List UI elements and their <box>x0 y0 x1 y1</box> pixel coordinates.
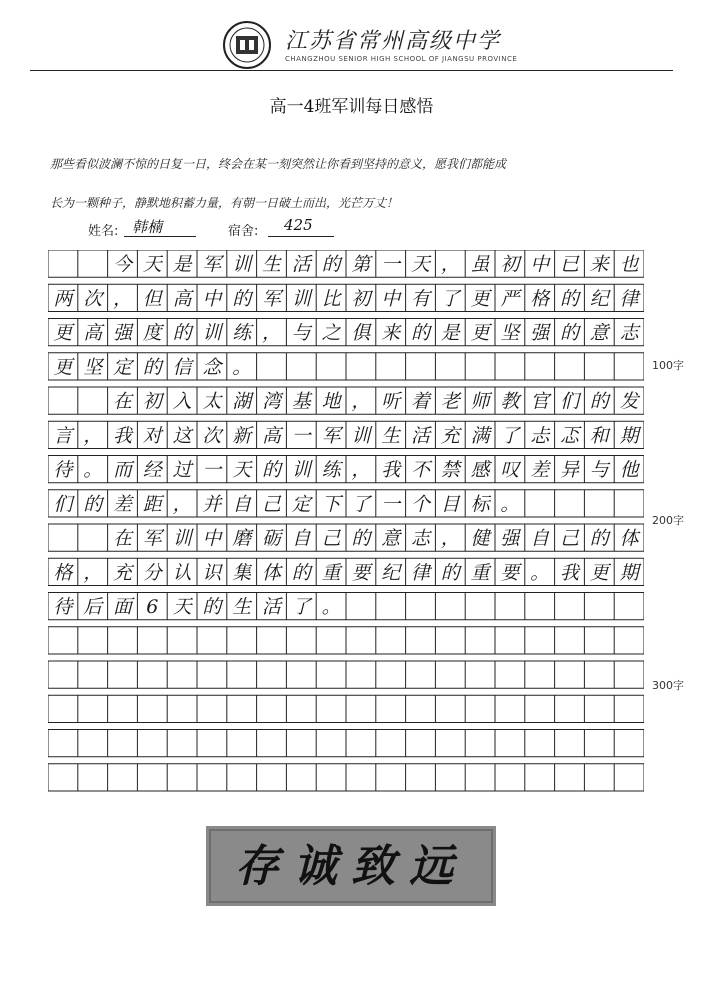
essay-char: 充 <box>112 561 133 584</box>
essay-char: 度 <box>142 322 162 345</box>
essay-char: 的 <box>440 561 460 584</box>
essay-char: 而 <box>112 459 133 482</box>
essay-char: 我 <box>381 459 401 482</box>
essay-char: 差 <box>530 459 550 482</box>
essay-char: 期 <box>619 561 639 584</box>
essay-char: 的 <box>321 253 341 276</box>
essay-char: 在 <box>112 527 133 550</box>
essay-char: 言 <box>53 424 73 447</box>
essay-char: 格 <box>53 561 73 584</box>
essay-char: 叹 <box>500 459 520 482</box>
essay-char: 目 <box>440 493 460 516</box>
essay-char: 是 <box>440 322 460 345</box>
essay-char: 感 <box>470 459 490 482</box>
essay-char: 差 <box>112 493 133 516</box>
essay-char: ， <box>351 390 371 413</box>
essay-char: 虽 <box>470 253 490 276</box>
essay-char: 天 <box>410 253 431 276</box>
essay-char: 6 <box>146 596 159 619</box>
essay-char: 着 <box>410 390 431 413</box>
essay-char: 俱 <box>351 322 371 345</box>
essay-char: 的 <box>589 527 609 550</box>
essay-char: 的 <box>410 322 431 345</box>
essay-char: 与 <box>291 322 311 345</box>
essay-char: 的 <box>559 287 580 310</box>
essay-char: 的 <box>351 527 371 550</box>
essay-char: 。 <box>321 596 341 619</box>
essay-char: 更 <box>53 356 73 379</box>
essay-char: 训 <box>202 322 222 345</box>
essay-char: 集 <box>232 561 252 584</box>
motto-text: 存诚致远 <box>235 841 467 892</box>
essay-char: 官 <box>530 390 550 413</box>
essay-char: ， <box>440 253 460 276</box>
essay-char: 己 <box>261 493 282 516</box>
essay-char: 发 <box>619 390 639 413</box>
essay-char: 个 <box>410 493 431 516</box>
essay-char: 湖 <box>232 390 252 413</box>
school-name: 江苏省常州高级中学 <box>285 29 502 54</box>
essay-char: 的 <box>142 356 162 379</box>
essay-char: 来 <box>381 322 401 345</box>
page-title: 高一4班军训每日感悟 <box>269 97 434 117</box>
essay-char: 磨 <box>232 527 252 550</box>
essay-char: 砺 <box>261 527 282 550</box>
essay-char: 一 <box>381 493 401 516</box>
essay-char: 中 <box>381 287 401 310</box>
header-divider <box>30 70 673 71</box>
essay-char: 次 <box>83 287 103 310</box>
essay-char: 强 <box>530 322 550 345</box>
essay-char: 太 <box>202 390 222 413</box>
essay-char: 重 <box>321 561 341 584</box>
essay-char: 更 <box>589 561 609 584</box>
essay-char: 严 <box>500 287 520 310</box>
essay-char: 更 <box>470 287 490 310</box>
essay-char: 经 <box>142 459 162 482</box>
essay-char: 识 <box>202 561 222 584</box>
essay-char: 念 <box>202 356 222 379</box>
essay-char: 湾 <box>261 390 282 413</box>
essay-char: 的 <box>261 459 282 482</box>
essay-char: 师 <box>470 390 490 413</box>
essay-char: 训 <box>351 424 371 447</box>
essay-char: 自 <box>530 527 550 550</box>
essay-char: 的 <box>172 322 192 345</box>
essay-char: 中 <box>202 527 222 550</box>
essay-char: 自 <box>291 527 311 550</box>
essay-char: 这 <box>172 424 192 447</box>
essay-char: ， <box>440 527 460 550</box>
essay-char: 的 <box>202 596 222 619</box>
essay-char: 充 <box>440 424 460 447</box>
name-label: 姓名: <box>88 224 119 239</box>
essay-char: 天 <box>172 596 192 619</box>
school-logo-icon <box>222 20 272 70</box>
essay-char: 重 <box>470 561 490 584</box>
essay-char: 但 <box>142 287 162 310</box>
dorm-underline <box>268 236 334 237</box>
essay-char: 训 <box>172 527 192 550</box>
essay-char: 我 <box>112 424 133 447</box>
essay-char: 在 <box>112 390 133 413</box>
essay-char: 训 <box>291 287 311 310</box>
essay-char: 更 <box>53 322 73 345</box>
essay-char: ， <box>83 561 103 584</box>
essay-char: 标 <box>470 493 490 516</box>
essay-char: 待 <box>53 459 73 482</box>
essay-char: 了 <box>440 287 460 310</box>
essay-char: 的 <box>589 390 609 413</box>
essay-char: 次 <box>202 424 222 447</box>
essay-char: 的 <box>232 287 252 310</box>
essay-char: 听 <box>381 390 401 413</box>
essay-char: 军 <box>321 424 341 447</box>
essay-char: 忐 <box>530 424 550 447</box>
essay-char: 生 <box>261 253 282 276</box>
essay-char: 来 <box>589 253 609 276</box>
essay-char: 距 <box>142 493 162 516</box>
essay-char: 律 <box>410 561 431 584</box>
essay-char: 意 <box>381 527 401 550</box>
essay-char: 军 <box>261 287 282 310</box>
essay-char: 有 <box>410 287 431 310</box>
essay-char: 律 <box>619 287 639 310</box>
essay-char: 之 <box>321 322 341 345</box>
essay-char: 高 <box>83 322 103 345</box>
name-underline <box>124 236 196 237</box>
school-name-english: CHANGZHOU SENIOR HIGH SCHOOL OF JIANGSU PROVINCE <box>285 55 518 63</box>
essay-char: 强 <box>500 527 520 550</box>
essay-char: 体 <box>619 527 639 550</box>
essay-char: 训 <box>291 459 311 482</box>
essay-char: 。 <box>500 493 520 516</box>
essay-char: 一 <box>381 253 401 276</box>
essay-char: 比 <box>321 287 341 310</box>
essay-char: 。 <box>232 356 252 379</box>
essay-char: 要 <box>351 561 371 584</box>
essay-char: 定 <box>291 493 311 516</box>
essay-char: 们 <box>53 493 73 516</box>
essay-char: ， <box>351 459 371 482</box>
essay-char: 不 <box>410 459 431 482</box>
essay-char: 初 <box>142 390 162 413</box>
essay-grid <box>48 250 644 798</box>
essay-char: 健 <box>470 527 490 550</box>
essay-char: 志 <box>410 527 431 550</box>
essay-char: 忑 <box>559 424 580 447</box>
essay-char: 第 <box>351 253 371 276</box>
essay-char: 天 <box>142 253 162 276</box>
essay-char: 是 <box>172 253 192 276</box>
intro-line-1: 那些看似波澜不惊的日复一日，终会在某一刻突然让你看到坚持的意义，愿我们都能成 <box>50 157 507 171</box>
essay-char: 志 <box>619 322 639 345</box>
essay-char: 面 <box>112 596 133 619</box>
essay-char: 高 <box>172 287 192 310</box>
essay-char: 初 <box>351 287 371 310</box>
essay-char: 己 <box>559 527 580 550</box>
essay-char: 对 <box>142 424 162 447</box>
essay-char: 了 <box>351 493 371 516</box>
essay-char: 体 <box>261 561 282 584</box>
essay-char: 下 <box>321 493 341 516</box>
essay-char: 入 <box>172 390 192 413</box>
essay-char: 。 <box>83 459 103 482</box>
essay-char: 的 <box>559 322 580 345</box>
essay-char: 军 <box>202 253 222 276</box>
essay-char: 军 <box>142 527 162 550</box>
essay-char: 定 <box>112 356 133 379</box>
letterhead <box>0 0 703 80</box>
essay-char: ， <box>261 322 282 345</box>
essay-char: 己 <box>321 527 341 550</box>
count-mark-300: 300字 <box>652 679 684 692</box>
essay-char: 异 <box>559 459 580 482</box>
essay-char: 自 <box>232 493 252 516</box>
essay-char: 过 <box>172 459 192 482</box>
essay-char: 练 <box>321 459 341 482</box>
essay-char: 高 <box>261 424 282 447</box>
name-value: 韩楠 <box>132 218 163 236</box>
essay-char: 他 <box>619 459 639 482</box>
essay-char: 强 <box>112 322 133 345</box>
essay-char: 活 <box>261 596 282 619</box>
essay-char: 格 <box>530 287 550 310</box>
essay-char: 一 <box>291 424 311 447</box>
essay-char: 了 <box>500 424 520 447</box>
essay-char: 的 <box>291 561 311 584</box>
essay-char: 后 <box>83 596 103 619</box>
essay-char: 。 <box>530 561 550 584</box>
essay-char: 我 <box>559 561 580 584</box>
essay-char: 信 <box>172 356 192 379</box>
dorm-value: 425 <box>284 216 313 234</box>
essay-char: 也 <box>619 253 639 276</box>
essay-char: ， <box>112 287 133 310</box>
essay-char: 坚 <box>500 322 520 345</box>
motto-seal <box>206 826 496 906</box>
essay-char: 和 <box>589 424 609 447</box>
essay-char: 意 <box>589 322 609 345</box>
essay-char: 分 <box>142 561 162 584</box>
essay-char: 纪 <box>381 561 401 584</box>
essay-char: 天 <box>232 459 252 482</box>
essay-char: 认 <box>172 561 192 584</box>
essay-char: 老 <box>440 390 460 413</box>
essay-char: 教 <box>500 390 520 413</box>
count-mark-100: 100字 <box>652 359 684 372</box>
essay-char: 更 <box>470 322 490 345</box>
essay-char: 中 <box>530 253 550 276</box>
essay-char: 今 <box>112 253 133 276</box>
essay-char: 生 <box>232 596 252 619</box>
essay-char: 待 <box>53 596 73 619</box>
essay-char: 要 <box>500 561 520 584</box>
essay-char: 与 <box>589 459 609 482</box>
essay-char: 了 <box>291 596 311 619</box>
essay-char: 中 <box>202 287 222 310</box>
dorm-label: 宿舍: <box>228 224 259 239</box>
essay-char: ， <box>172 493 192 516</box>
intro-line-2: 长为一颗种子，静默地积蓄力量，有朝一日破土而出，光芒万丈！ <box>50 196 399 210</box>
essay-char: 满 <box>470 424 490 447</box>
essay-char: 活 <box>291 253 311 276</box>
essay-char: 的 <box>83 493 103 516</box>
essay-char: 期 <box>619 424 639 447</box>
essay-char: 基 <box>291 390 311 413</box>
essay-char: 地 <box>321 390 341 413</box>
essay-char: 新 <box>232 424 252 447</box>
essay-char: 们 <box>559 390 580 413</box>
essay-char: ， <box>83 424 103 447</box>
essay-char: 生 <box>381 424 401 447</box>
essay-char: 已 <box>559 253 580 276</box>
essay-char: 一 <box>202 459 222 482</box>
essay-char: 纪 <box>589 287 609 310</box>
essay-char: 并 <box>202 493 222 516</box>
essay-char: 禁 <box>440 459 460 482</box>
essay-char: 两 <box>53 287 73 310</box>
essay-char: 坚 <box>83 356 103 379</box>
essay-char: 活 <box>410 424 431 447</box>
essay-char: 初 <box>500 253 520 276</box>
count-mark-200: 200字 <box>652 514 684 527</box>
essay-char: 训 <box>232 253 252 276</box>
essay-char: 练 <box>232 322 252 345</box>
